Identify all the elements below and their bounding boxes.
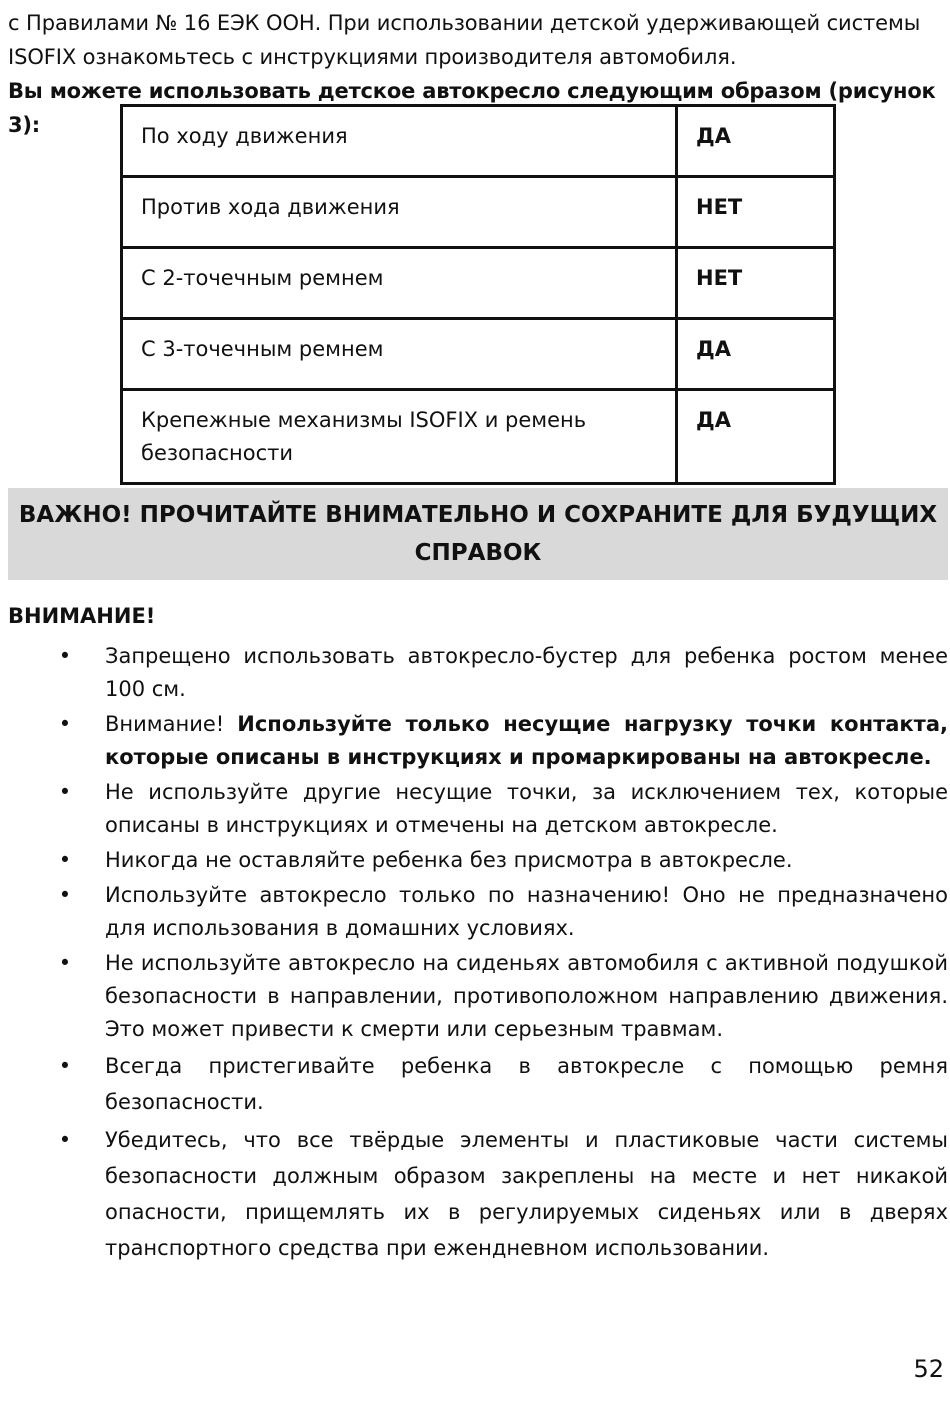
usage-option: Против хода движения	[122, 177, 677, 248]
list-item	[8, 947, 948, 1046]
warning-text: Никогда не оставляйте ребенка без присмотра в автокресле.	[105, 848, 793, 872]
warning-text: Всегда пристегивайте ребенка в автокресле с помощью ремня безопасности.	[105, 1054, 948, 1114]
usage-value: НЕТ	[677, 248, 835, 319]
usage-option: Крепежные механизмы ISOFIX и ремень безопасности	[122, 390, 677, 484]
warning-text: Используйте автокресло только по назначению! Оно не предназначено для использования в домашних условиях.	[105, 883, 948, 940]
bullet-icon: •	[58, 951, 72, 975]
warning-bold-text: Используйте только несущие нагрузку точки контакта, которые описаны в инструкциях и промаркированы на автокресле.	[105, 712, 948, 769]
list-item	[8, 1122, 948, 1266]
usage-value: ДА	[677, 390, 835, 484]
table-row	[122, 319, 835, 390]
warning-text: Убедитесь, что все твёрдые элементы и пластиковые части системы безопасности должным образом закреплены на месте и нет никакой опасности, прищемлять их в регулируемых сиденьях или в дверях транспортного средства при ежендневном использовании.	[105, 1128, 948, 1260]
bullet-icon: •	[58, 644, 72, 668]
bullet-icon: •	[58, 1054, 72, 1078]
important-banner	[8, 488, 948, 580]
document-page	[8, 0, 948, 1383]
list-item	[8, 879, 948, 945]
table-row	[122, 390, 835, 484]
table-row	[122, 106, 835, 177]
intro-bold-line: Вы можете использовать детское автокресло следующим образом (рисунок 3):	[8, 79, 936, 137]
usage-option: С 2-точечным ремнем	[122, 248, 677, 319]
usage-option: По ходу движения	[122, 106, 677, 177]
bullet-icon: •	[58, 780, 72, 804]
usage-value: ДА	[677, 106, 835, 177]
list-item	[8, 708, 948, 774]
bullet-icon: •	[58, 883, 72, 907]
warning-prefix: Внимание!	[105, 712, 238, 736]
bullet-icon: •	[58, 712, 72, 736]
table-row	[122, 177, 835, 248]
banner-line-1: ВАЖНО! ПРОЧИТАЙТЕ ВНИМАТЕЛЬНО И СОХРАНИТЕ ДЛЯ БУДУЩИХ	[18, 502, 938, 528]
list-item	[8, 640, 948, 706]
warning-list	[8, 640, 948, 1268]
usage-value: ДА	[677, 319, 835, 390]
list-item	[8, 844, 948, 877]
warning-text: Не используйте другие несущие точки, за исключением тех, которые описаны в инструкциях и отмечены на детском автокресле.	[105, 780, 948, 837]
warning-text: Не используйте автокресло на сиденьях автомобиля с активной подушкой безопасности в направлении, противоположном направлению движения. Это может привести к смерти или серьезным травмам.	[105, 951, 948, 1041]
warning-text: Запрещено использовать автокресло-бустер для ребенка ростом менее 100 см.	[105, 644, 948, 701]
table-row	[122, 248, 835, 319]
list-item	[8, 1048, 948, 1120]
bullet-icon: •	[58, 1128, 72, 1152]
warning-title: ВНИМАНИЕ!	[8, 604, 156, 628]
usage-table	[120, 104, 836, 485]
list-item	[8, 776, 948, 842]
page-number: 52	[913, 1355, 944, 1383]
usage-option: С 3-точечным ремнем	[122, 319, 677, 390]
bullet-icon: •	[58, 848, 72, 872]
banner-line-2: СПРАВОК	[414, 540, 542, 566]
intro-paragraph: с Правилами № 16 ЕЭК ООН. При использовании детской удерживающей системы ISOFIX ознакомьтесь с инструкциями производителя автомобиля.	[8, 11, 921, 69]
usage-value: НЕТ	[677, 177, 835, 248]
